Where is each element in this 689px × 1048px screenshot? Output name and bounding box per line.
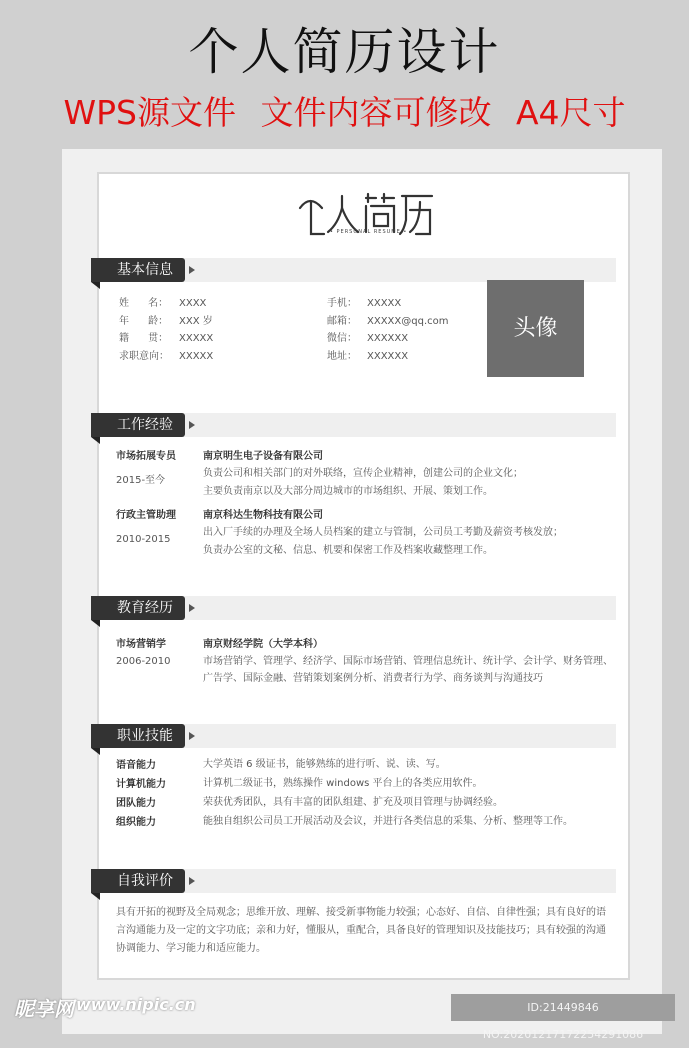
label-age: 年 龄： <box>119 316 169 327</box>
skill-desc: 荣获优秀团队，具有丰富的团队组建、扩充及项目管理与协调经验。 <box>203 797 503 808</box>
watermark-id: ID:21449846 NO:20201217172254291086 <box>451 994 675 1021</box>
section-tab-education: 教育经历 <box>91 596 185 620</box>
watermark-logo: 昵享网 <box>14 997 74 1021</box>
work-desc-line: 出入厂手续的办理及全场人员档案的建立与管制，公司员工考勤及薪资考核发放； <box>203 527 563 538</box>
value-age: XXX 岁 <box>179 316 213 327</box>
education-course-line: 广告学、国际金融、营销策划案例分析、消费者行为学、商务谈判与沟通技巧 <box>203 673 543 684</box>
label-email: 邮箱： <box>327 316 357 327</box>
value-wechat: XXXXXX <box>367 333 409 344</box>
education-period: 2006-2010 <box>116 656 171 667</box>
label-phone: 手机： <box>327 298 357 309</box>
label-wechat: 微信： <box>327 333 357 344</box>
section-fold-education <box>91 620 100 627</box>
section-fold-skills <box>91 748 100 755</box>
section-fold-basic <box>91 282 100 289</box>
section-fold-work <box>91 437 100 444</box>
skill-desc: 计算机二级证书，熟练操作 windows 平台上的各类应用软件。 <box>203 778 483 789</box>
value-phone: XXXXX <box>367 298 402 309</box>
section-tab-self: 自我评价 <box>91 869 185 893</box>
work-desc-line: 主要负责南京以及大部分周边城市的市场组织、开展、策划工作。 <box>203 486 493 497</box>
self-eval-line: 具有开拓的视野及全局观念；思维开放、理解、接受新事物能力较强；心态好、自信、自律性强；具有良好的语 <box>116 907 606 918</box>
label-job-intention: 求职意向： <box>119 351 169 362</box>
education-school: 南京财经学院（大学本科） <box>203 639 323 650</box>
value-email: XXXXX@qq.com <box>367 316 449 327</box>
triangle-right-icon <box>189 421 195 429</box>
work-position: 行政主管助理 <box>116 510 176 521</box>
skill-name: 团队能力 <box>116 798 156 809</box>
label-address: 地址： <box>327 351 357 362</box>
avatar-placeholder[interactable]: 头像 <box>487 280 584 377</box>
work-period: 2015-至今 <box>116 475 166 486</box>
work-period: 2010-2015 <box>116 534 171 545</box>
section-fold-self <box>91 893 100 900</box>
triangle-right-icon <box>189 732 195 740</box>
skill-name: 计算机能力 <box>116 779 166 790</box>
work-company: 南京科达生物科技有限公司 <box>203 510 323 521</box>
skill-desc: 大学英语 6 级证书，能够熟练的进行听、说、读、写。 <box>203 759 446 770</box>
value-hometown: XXXXX <box>179 333 214 344</box>
work-position: 市场拓展专员 <box>116 451 176 462</box>
triangle-right-icon <box>189 604 195 612</box>
work-desc-line: 负责公司和相关部门的对外联络，宣传企业精神，创建公司的企业文化； <box>203 468 523 479</box>
self-eval-line: 言沟通能力及一定的文字功底；亲和力好，懂服从，重配合，具备良好的管理知识及技能技巧；具有较强的沟通 <box>116 925 606 936</box>
section-tab-work: 工作经验 <box>91 413 185 437</box>
triangle-right-icon <box>189 877 195 885</box>
skill-desc: 能独自组织公司员工开展活动及会议，并进行各类信息的采集、分析、整理等工作。 <box>203 816 573 827</box>
logo-subtitle: • PERSONAL RESUME • <box>330 229 408 235</box>
promo-title: 个人简历设计 <box>188 23 501 81</box>
label-hometown: 籍 贯： <box>119 333 169 344</box>
self-eval-line: 协调能力、学习能力和适应能力。 <box>116 943 266 954</box>
work-desc-line: 负责办公室的文秘、信息、机要和保密工作及档案收藏整理工作。 <box>203 545 493 556</box>
promo-subtitle: WPS源文件 文件内容可修改 A4尺寸 <box>63 93 626 132</box>
section-tab-skills: 职业技能 <box>91 724 185 748</box>
value-name: XXXX <box>179 298 207 309</box>
work-company: 南京明生电子设备有限公司 <box>203 451 323 462</box>
skill-name: 组织能力 <box>116 817 156 828</box>
skill-name: 语音能力 <box>116 760 156 771</box>
section-tab-basic: 基本信息 <box>91 258 185 282</box>
value-address: XXXXXX <box>367 351 409 362</box>
watermark-url: www.nipic.cn <box>76 995 196 1014</box>
label-name: 姓 名： <box>119 298 169 309</box>
triangle-right-icon <box>189 266 195 274</box>
value-job-intention: XXXXX <box>179 351 214 362</box>
education-course-line: 市场营销学、管理学、经济学、国际市场营销、管理信息统计、统计学、会计学、财务管理、 <box>203 656 613 667</box>
education-major: 市场营销学 <box>116 639 166 650</box>
